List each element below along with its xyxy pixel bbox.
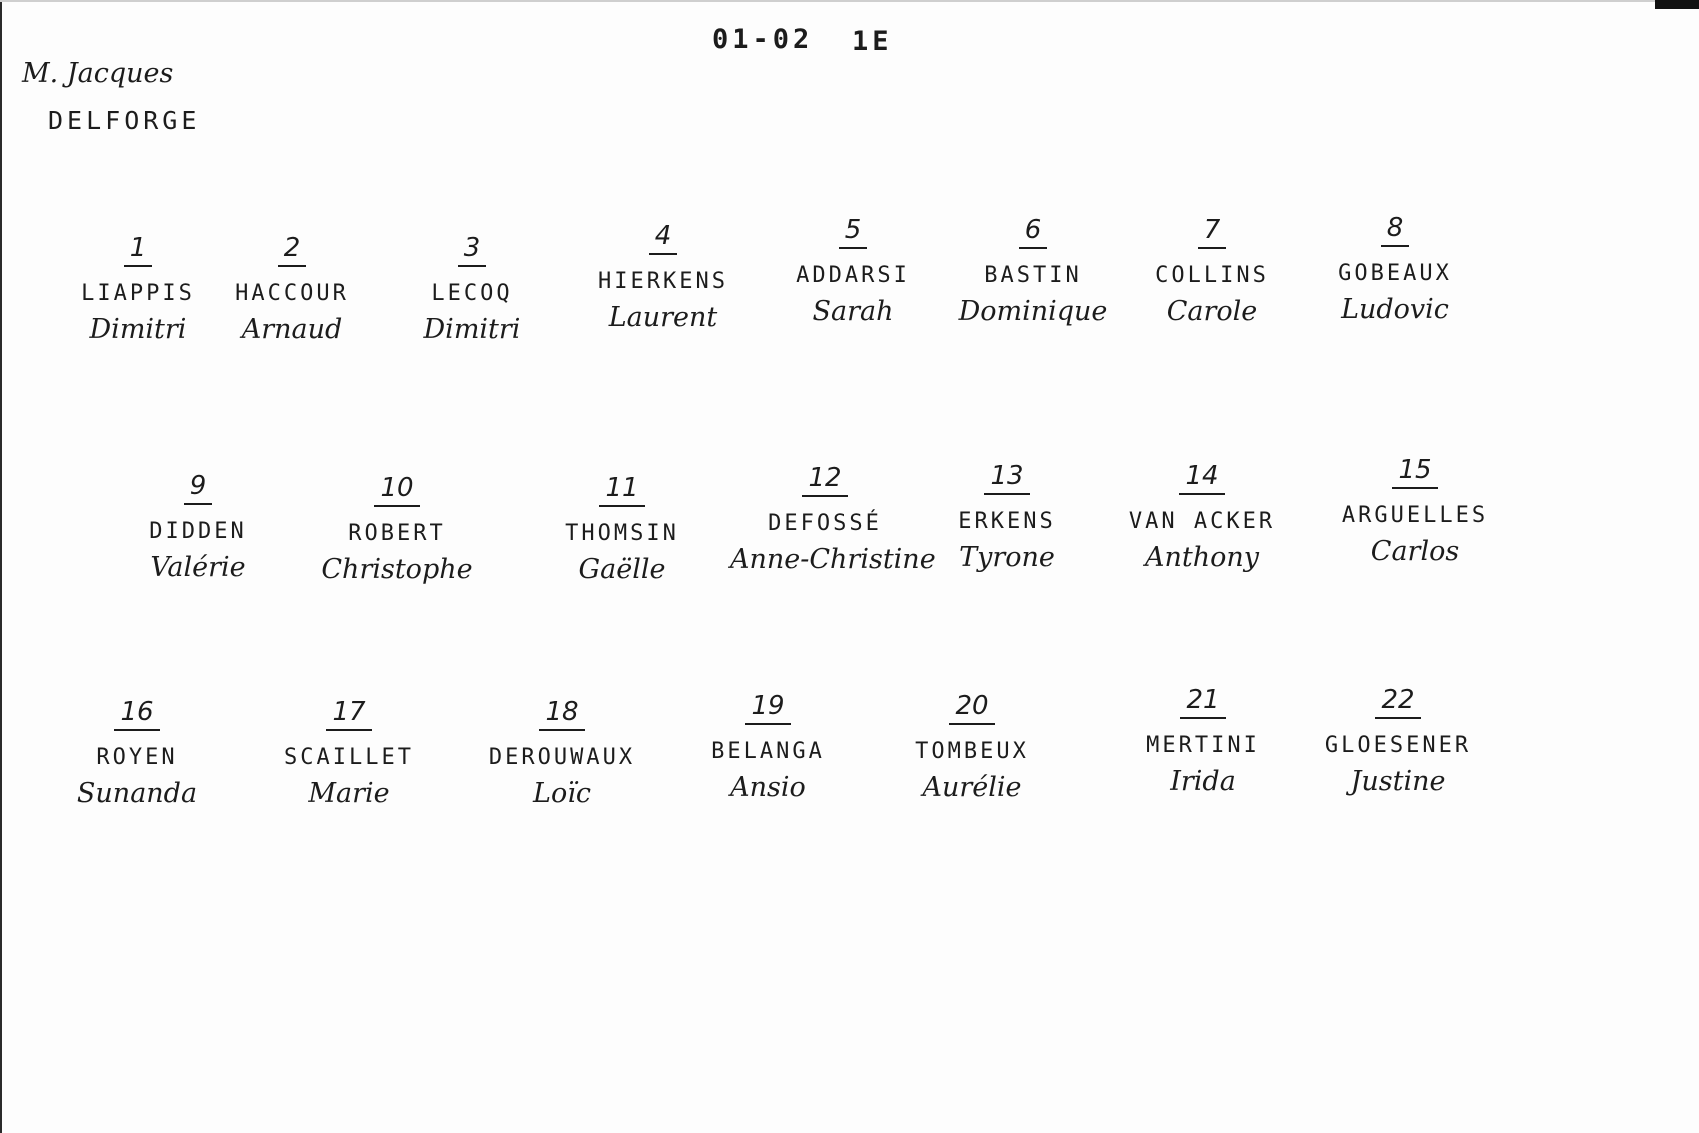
class-code-label: 1E	[852, 26, 893, 57]
seat-number: 2	[278, 234, 307, 267]
seat-number: 18	[539, 698, 584, 731]
student-seat	[1108, 686, 1298, 797]
student-firstname: Carole	[1166, 295, 1258, 327]
seat-number: 13	[984, 462, 1029, 495]
student-surname: GOBEAUX	[1338, 260, 1452, 286]
student-seat	[1300, 214, 1490, 325]
student-surname: ERKENS	[958, 508, 1056, 534]
student-seat	[1107, 462, 1297, 573]
seat-number: 21	[1180, 686, 1225, 719]
student-firstname: Christophe	[321, 553, 473, 585]
student-firstname: Anthony	[1144, 541, 1260, 573]
student-seat	[938, 216, 1128, 327]
seat-number: 19	[745, 692, 790, 725]
student-surname: DEROUWAUX	[488, 744, 636, 770]
seat-number: 15	[1392, 456, 1437, 489]
student-firstname: Marie	[308, 777, 390, 809]
student-surname: COLLINS	[1155, 262, 1269, 288]
student-firstname: Loïc	[533, 777, 591, 809]
student-seat	[302, 474, 492, 585]
student-surname: ROYEN	[96, 744, 178, 770]
student-seat	[912, 462, 1102, 573]
student-surname: ARGUELLES	[1341, 502, 1489, 528]
seat-number: 10	[374, 474, 419, 507]
student-seat	[377, 234, 567, 345]
student-firstname: Dimitri	[423, 313, 521, 345]
student-surname: HACCOUR	[235, 280, 349, 306]
student-surname: SCAILLET	[284, 744, 414, 770]
student-surname: BELANGA	[711, 738, 825, 764]
seat-number: 11	[599, 474, 644, 507]
student-firstname: Carlos	[1370, 535, 1460, 567]
student-firstname: Dominique	[958, 295, 1108, 327]
student-seat	[1303, 686, 1493, 797]
seat-number: 3	[458, 234, 487, 267]
seat-number: 9	[184, 472, 213, 505]
student-seat	[730, 463, 936, 575]
student-seat	[1117, 216, 1307, 327]
student-seat	[467, 698, 657, 809]
student-surname: THOMSIN	[565, 520, 679, 546]
student-firstname: Ansio	[730, 771, 806, 803]
seat-number: 20	[949, 692, 994, 725]
student-surname: HIERKENS	[598, 268, 728, 294]
student-firstname: Laurent	[608, 301, 718, 333]
student-firstname: Anne-Christine	[730, 543, 936, 575]
seat-number: 1	[124, 234, 153, 267]
student-firstname: Justine	[1350, 765, 1446, 797]
student-surname: GLOESENER	[1324, 732, 1472, 758]
student-surname: ADDARSI	[796, 262, 910, 288]
student-surname: ROBERT	[348, 520, 446, 546]
student-surname: TOMBEUX	[915, 738, 1029, 764]
student-seat	[527, 474, 717, 585]
seat-number: 7	[1198, 216, 1227, 249]
student-firstname: Sarah	[812, 295, 894, 327]
student-seat	[103, 472, 293, 583]
seat-number: 17	[326, 698, 371, 731]
seat-number: 16	[114, 698, 159, 731]
student-seat	[254, 698, 444, 809]
student-firstname: Irida	[1170, 765, 1236, 797]
scan-edge-top	[0, 0, 1655, 2]
student-firstname: Aurélie	[922, 771, 1022, 803]
seat-number: 8	[1381, 214, 1410, 247]
student-firstname: Ludovic	[1341, 293, 1449, 325]
scan-edge-left	[0, 0, 2, 1133]
student-seat	[673, 692, 863, 803]
student-firstname: Dimitri	[89, 313, 187, 345]
seat-number: 6	[1019, 216, 1048, 249]
seat-number: 12	[802, 464, 847, 497]
student-surname: MERTINI	[1146, 732, 1260, 758]
student-seat	[197, 234, 387, 345]
student-firstname: Sunanda	[76, 777, 198, 809]
seat-number: 5	[839, 216, 868, 249]
student-surname: VAN ACKER	[1128, 508, 1276, 534]
student-surname: BASTIN	[984, 262, 1082, 288]
student-firstname: Arnaud	[241, 313, 343, 345]
teacher-first-name: M. Jacques	[22, 58, 174, 89]
student-surname: DIDDEN	[149, 518, 247, 544]
student-seat	[568, 222, 758, 333]
student-surname: DEFOSSÉ	[768, 510, 882, 536]
teacher-last-name: DELFORGE	[48, 106, 201, 135]
student-seat	[877, 692, 1067, 803]
student-seat	[758, 216, 948, 327]
student-surname: LIAPPIS	[81, 280, 195, 306]
student-surname: LECOQ	[431, 280, 513, 306]
seat-number: 14	[1179, 462, 1224, 495]
scan-corner-mark	[1655, 0, 1699, 9]
student-firstname: Valérie	[150, 551, 246, 583]
student-seat	[42, 698, 232, 809]
student-firstname: Gaëlle	[578, 553, 666, 585]
student-seat	[1320, 456, 1510, 567]
seat-number: 4	[649, 222, 678, 255]
seat-number: 22	[1375, 686, 1420, 719]
date-label: 01-02	[712, 24, 814, 55]
student-firstname: Tyrone	[959, 541, 1055, 573]
